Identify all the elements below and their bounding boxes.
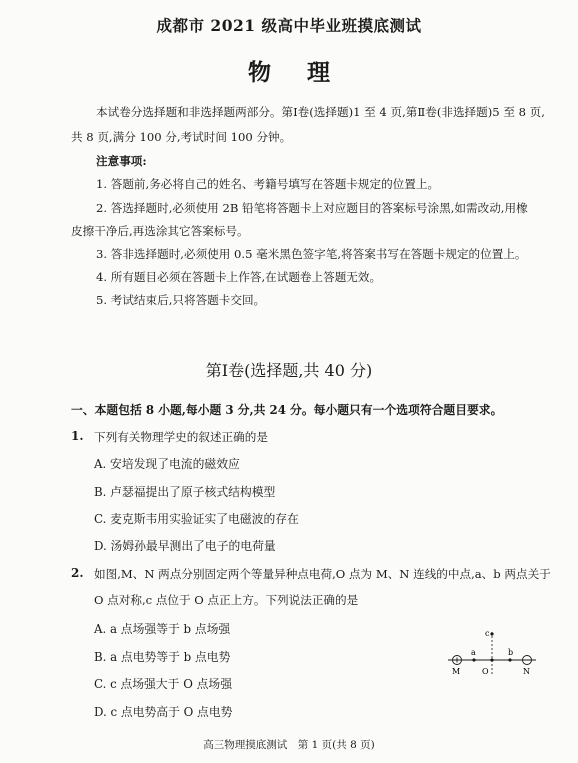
subject-title: 物 理 xyxy=(247,59,344,86)
intro-line-2: 共 8 页,满分 100 分,考试时间 100 分钟。 xyxy=(71,130,292,144)
intro-line-1: 本试卷分选择题和非选择题两部分。第Ⅰ卷(选择题)1 至 4 页,第Ⅱ卷(非选择题)5 至 8 页, xyxy=(96,105,545,119)
notice-item-1: 1. 答题前,务必将自己的姓名、考籍号填写在答题卡规定的位置上。 xyxy=(96,177,440,191)
notice-item-2-line-1: 2. 答选择题时,必须使用 2B 铅笔将答题卡上对应题目的答案标号涂黑,如需改动,用橡 xyxy=(96,201,528,215)
question-2-option-d: D. c 点电势高于 O 点电势 xyxy=(94,705,233,719)
notice-item-2-line-2: 皮擦干净后,再选涂其它答案标号。 xyxy=(71,224,249,238)
section-instruction: 一、本题包括 8 小题,每小题 3 分,共 24 分。每小题只有一个选项符合题目要求。 xyxy=(71,403,503,417)
question-2-number: 2. xyxy=(71,566,84,580)
question-1-option-d: D. 汤姆孙最早测出了电子的电荷量 xyxy=(94,539,276,553)
label-a: a xyxy=(471,648,476,657)
charge-diagram xyxy=(440,620,545,680)
label-b: b xyxy=(508,648,514,657)
question-2-option-a: A. a 点场强等于 b 点场强 xyxy=(94,622,231,636)
point-a xyxy=(472,658,475,661)
question-1-option-c: C. 麦克斯韦用实验证实了电磁波的存在 xyxy=(94,512,299,526)
question-1-option-a: A. 安培发现了电流的磁效应 xyxy=(94,457,240,471)
question-2-option-b: B. a 点电势等于 b 点电势 xyxy=(94,650,231,664)
exam-title: 成都市 2021 级高中毕业班摸底测试 xyxy=(156,16,422,35)
question-1-option-b: B. 卢瑟福提出了原子核式结构模型 xyxy=(94,485,276,499)
question-1-number: 1. xyxy=(71,429,84,443)
question-2-stem-line-1: 如图,M、N 两点分别固定两个等量异种点电荷,O 点为 M、N 连线的中点,a、b 两点关于 xyxy=(94,567,551,581)
label-n: N xyxy=(523,667,530,676)
notice-item-3: 3. 答非选择题时,必须使用 0.5 毫米黑色签字笔,将答案书写在答题卡规定的位置上。 xyxy=(96,247,527,261)
question-2-stem-line-2: O 点对称,c 点位于 O 点正上方。下列说法正确的是 xyxy=(94,593,359,607)
notice-item-4: 4. 所有题目必须在答题卡上作答,在试题卷上答题无效。 xyxy=(96,270,382,284)
label-o: O xyxy=(482,667,489,676)
question-2-option-c: C. c 点场强大于 O 点场强 xyxy=(94,677,233,691)
question-1-stem: 下列有关物理学史的叙述正确的是 xyxy=(94,430,268,444)
point-c xyxy=(490,632,493,635)
point-b xyxy=(508,658,511,661)
page-footer: 高三物理摸底测试 第 1 页(共 8 页) xyxy=(203,739,375,751)
label-m: M xyxy=(452,667,461,676)
notice-heading: 注意事项: xyxy=(96,154,147,168)
notice-item-5: 5. 考试结束后,只将答题卡交回。 xyxy=(96,293,266,307)
point-o xyxy=(490,658,493,661)
label-c: c xyxy=(485,629,490,638)
part-1-heading: 第Ⅰ卷(选择题,共 40 分) xyxy=(205,361,373,380)
